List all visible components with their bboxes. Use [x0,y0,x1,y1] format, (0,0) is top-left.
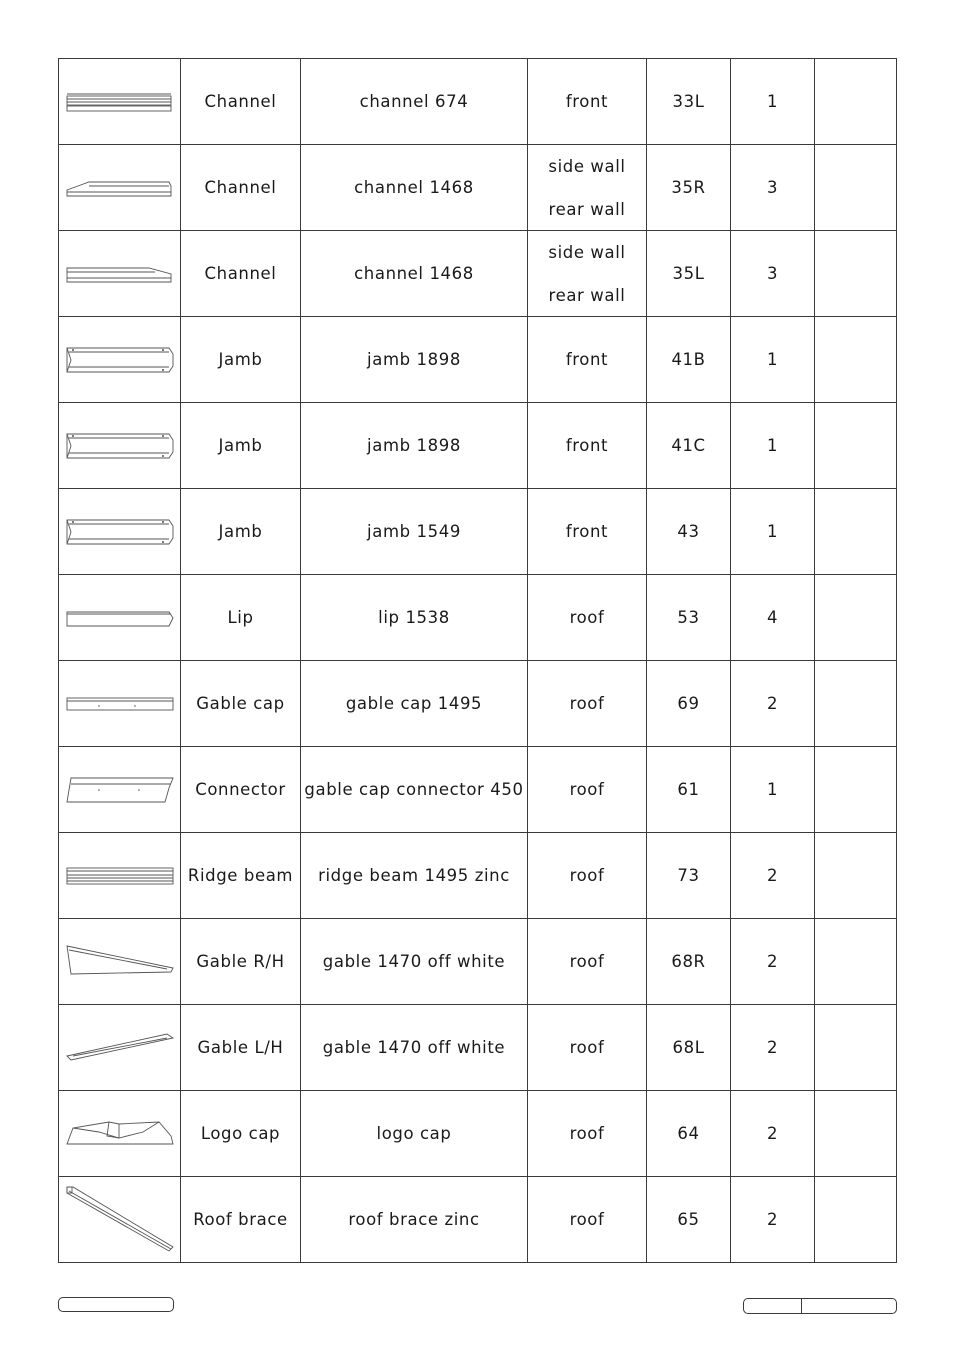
part-location [528,1005,647,1091]
part-location [528,747,647,833]
table-row [59,919,897,1005]
part-image-cell [59,231,181,317]
part-quantity: 1 [731,59,815,145]
channel-straight-icon [59,82,181,122]
gable-cap-icon [59,684,181,724]
part-number: 73 [647,833,731,919]
part-description: gable 1470 off white [301,1005,528,1091]
channel-right-icon [59,168,181,208]
part-quantity: 1 [731,403,815,489]
part-check-box[interactable] [815,575,897,661]
part-description: gable 1470 off white [301,919,528,1005]
part-description: channel 1468 [301,145,528,231]
table-row [59,747,897,833]
part-image-cell [59,747,181,833]
footer-page-box [743,1298,897,1314]
part-name: Jamb [181,489,301,575]
part-number: 69 [647,661,731,747]
part-quantity: 3 [731,145,815,231]
part-image-cell [59,833,181,919]
part-location [528,1177,647,1263]
location-line-1: front [565,92,609,111]
table-row [59,833,897,919]
gable-rh-icon [59,942,181,982]
roof-brace-icon [59,1185,181,1255]
part-name: Jamb [181,317,301,403]
part-description: jamb 1898 [301,317,528,403]
part-check-box[interactable] [815,1177,897,1263]
logo-cap-icon [59,1114,181,1154]
part-image-cell [59,1091,181,1177]
part-number: 41C [647,403,731,489]
location-line-1: roof [569,608,605,627]
part-description: gable cap connector 450 [301,747,528,833]
part-check-box[interactable] [815,1005,897,1091]
part-name: Jamb [181,403,301,489]
part-quantity: 1 [731,489,815,575]
part-number: 43 [647,489,731,575]
part-image-cell [59,403,181,489]
part-location [528,317,647,403]
part-check-box[interactable] [815,403,897,489]
table-row [59,317,897,403]
location-lines [528,157,646,219]
location-line-1: front [565,436,609,455]
part-name: Gable cap [181,661,301,747]
location-line-1: roof [569,1038,605,1057]
part-location [528,489,647,575]
part-check-box[interactable] [815,661,897,747]
part-quantity: 3 [731,231,815,317]
part-image-cell [59,59,181,145]
location-line-1: front [565,350,609,369]
part-quantity: 1 [731,747,815,833]
part-description: jamb 1898 [301,403,528,489]
part-description: jamb 1549 [301,489,528,575]
table-row [59,59,897,145]
part-image-cell [59,317,181,403]
part-number: 53 [647,575,731,661]
part-image-cell [59,575,181,661]
part-description: gable cap 1495 [301,661,528,747]
jamb-icon [59,512,181,552]
part-image-cell [59,661,181,747]
part-location [528,145,647,231]
part-number: 41B [647,317,731,403]
part-number: 65 [647,1177,731,1263]
part-description: channel 674 [301,59,528,145]
part-location [528,833,647,919]
part-check-box[interactable] [815,747,897,833]
part-number: 68R [647,919,731,1005]
part-quantity: 2 [731,1177,815,1263]
part-number: 68L [647,1005,731,1091]
part-description: channel 1468 [301,231,528,317]
part-quantity: 4 [731,575,815,661]
jamb-icon [59,340,181,380]
location-line-1: side wall [548,156,626,176]
table-row [59,1091,897,1177]
table-row [59,403,897,489]
part-location [528,575,647,661]
part-name: Channel [181,145,301,231]
footer-divider [801,1299,802,1313]
part-quantity: 2 [731,919,815,1005]
part-name: Gable R/H [181,919,301,1005]
table-row [59,489,897,575]
location-line-2: rear wall [548,285,626,305]
connector-icon [59,770,181,810]
gable-lh-icon [59,1028,181,1068]
part-name: Channel [181,59,301,145]
part-image-cell [59,145,181,231]
part-image-cell [59,919,181,1005]
location-line-1: roof [569,694,605,713]
parts-table-body [59,59,897,1263]
part-number: 61 [647,747,731,833]
part-name: Gable L/H [181,1005,301,1091]
footer-left-label [58,1297,174,1312]
parts-table [58,58,897,1263]
part-quantity: 2 [731,833,815,919]
part-name: Channel [181,231,301,317]
part-check-box[interactable] [815,145,897,231]
table-row [59,575,897,661]
part-quantity: 2 [731,661,815,747]
part-location [528,231,647,317]
part-image-cell [59,1005,181,1091]
part-name: Ridge beam [181,833,301,919]
part-description: logo cap [301,1091,528,1177]
part-check-box[interactable] [815,231,897,317]
part-number: 35L [647,231,731,317]
part-quantity: 2 [731,1091,815,1177]
part-number: 35R [647,145,731,231]
part-name: Roof brace [181,1177,301,1263]
part-location [528,661,647,747]
part-number: 64 [647,1091,731,1177]
lip-icon [59,598,181,638]
part-check-box[interactable] [815,1091,897,1177]
part-location [528,1091,647,1177]
table-row [59,1005,897,1091]
table-row [59,145,897,231]
location-line-2: rear wall [548,199,626,219]
location-line-1: side wall [548,242,626,262]
part-check-box[interactable] [815,919,897,1005]
part-image-cell [59,489,181,575]
part-quantity: 2 [731,1005,815,1091]
part-image-cell [59,1177,181,1263]
table-row [59,231,897,317]
location-line-1: roof [569,780,605,799]
part-description: lip 1538 [301,575,528,661]
part-check-box[interactable] [815,317,897,403]
part-location [528,59,647,145]
location-line-1: roof [569,866,605,885]
location-line-1: roof [569,1124,605,1143]
part-check-box[interactable] [815,489,897,575]
part-location [528,403,647,489]
jamb-icon [59,426,181,466]
part-name: Logo cap [181,1091,301,1177]
table-row [59,661,897,747]
part-check-box[interactable] [815,59,897,145]
location-line-1: roof [569,952,605,971]
part-name: Connector [181,747,301,833]
part-description: ridge beam 1495 zinc [301,833,528,919]
location-line-1: roof [569,1210,605,1229]
part-location [528,919,647,1005]
part-name: Lip [181,575,301,661]
table-row [59,1177,897,1263]
part-quantity: 1 [731,317,815,403]
part-description: roof brace zinc [301,1177,528,1263]
part-check-box[interactable] [815,833,897,919]
location-lines [528,243,646,305]
channel-left-icon [59,254,181,294]
location-line-1: front [565,522,609,541]
ridge-beam-icon [59,856,181,896]
part-number: 33L [647,59,731,145]
